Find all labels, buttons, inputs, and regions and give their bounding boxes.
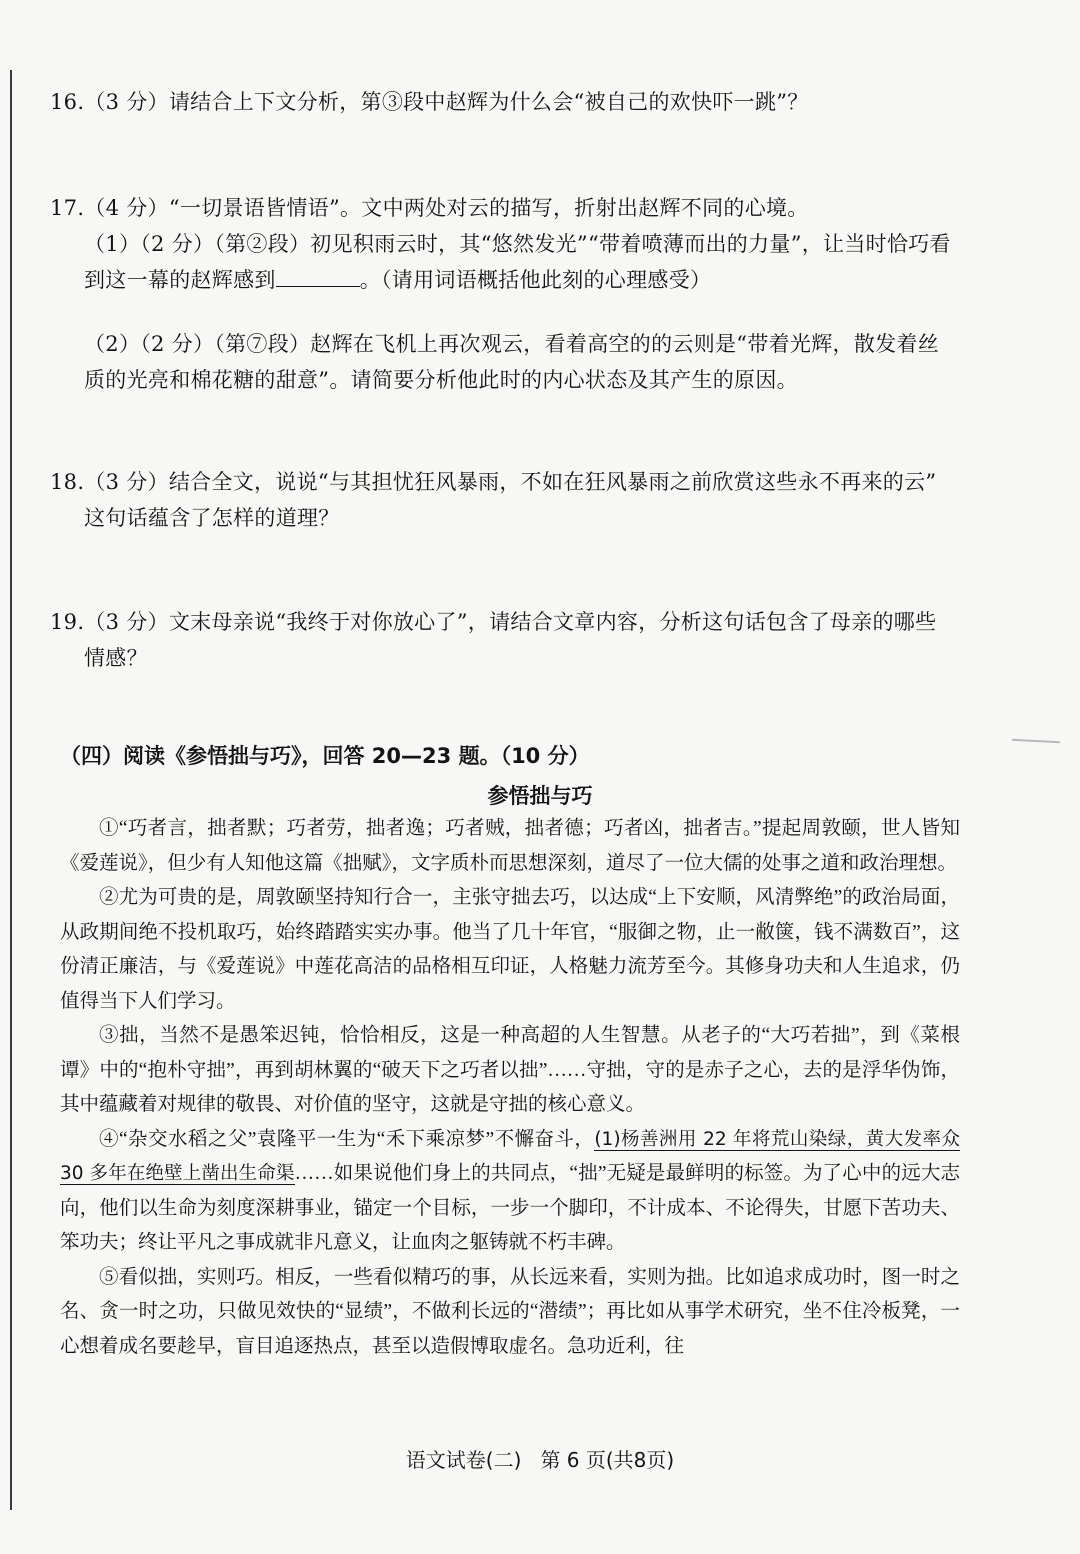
question-16 [50, 84, 960, 120]
question-17-sub2 [50, 326, 960, 398]
question-17-sub1-prefix: 到这一幕的赵辉感到 [84, 268, 276, 292]
question-19 [50, 604, 960, 676]
question-17-sub1-line1: （1）（2 分）（第②段）初见积雨云时，其“悠然发光”“带着喷薄而出的力量”，让当时恰巧看 [84, 232, 951, 256]
article-paragraph-5: ⑤看似拙，实则巧。相反，一些看似精巧的事，从长远来看，实则为拙。比如追求成功时，图一时之名、贪一时之功，只做见效快的“显绩”，不做利长远的“潜绩”；再比如从事学术研究，坐不住冷板凳，一心想着成名要趁早，盲目追逐热点，甚至以造假博取虚名。急功近利，往 [60, 1266, 960, 1357]
section-heading: （四）阅读《参悟拙与巧》，回答 20—23 题。（10 分） [60, 744, 590, 768]
article-paragraph-4-end: ……如果说他们身上的共同点，“拙”无疑是最鲜明的标签。为了心中的远大志向，他们以生命为刻度深耕事业，锚定一个目标，一步一个脚印，不计成本、不论得失，甘愿下苦功夫、笨功夫；终让平凡之事成就非凡意义，让血肉之躯铸就不朽丰碑。 [60, 1163, 960, 1253]
question-17-sub2-line2: 质的光亮和棉花糖的甜意”。请简要分析他此时的内心状态及其产生的原因。 [84, 368, 798, 392]
question-17-sub1-line2 [50, 262, 960, 298]
question-18 [50, 464, 960, 536]
question-19-line2: 情感？ [84, 646, 148, 670]
article-paragraph-2: ②尤为可贵的是，周敦颐坚持知行合一，主张守拙去巧，以达成“上下安顺，风清弊绝”的政治局面，从政期间绝不投机取巧，始终踏踏实实办事。他当了几十年官，“服御之物，止一敝箧，钱不满数百”，这份清正廉洁，与《爱莲说》中莲花高洁的品格相互印证，人格魅力流芳至今。其修身功夫和人生追求，仍值得当下人们学习。 [60, 887, 960, 1012]
article-paragraph-4-start: ④“杂交水稻之父”袁隆平一生为“禾下乘凉梦”不懈奋斗， [99, 1128, 595, 1150]
page-footer: 语文试卷(二) 第 6 页(共8页) [405, 1448, 675, 1472]
answer-blank[interactable] [276, 264, 360, 287]
article-title: 参悟拙与巧 [487, 784, 593, 808]
question-16-text: 16.（3 分）请结合上下文分析，第③段中赵辉为什么会“被自己的欢快吓一跳”？ [50, 90, 809, 114]
article-paragraph-4 [60, 1123, 960, 1261]
scan-stray-mark [1012, 739, 1060, 744]
question-18-line2: 这句话蕴含了怎样的道理？ [84, 506, 340, 530]
article-body [60, 812, 960, 1364]
question-17 [50, 190, 960, 298]
question-17-stem: 17.（4 分）“一切景语皆情语”。文中两处对云的描写，折射出赵辉不同的心境。 [50, 196, 809, 220]
question-17-sub1-suffix: 。（请用词语概括他此刻的心理感受） [359, 268, 712, 292]
question-18-line1: 18.（3 分）结合全文，说说“与其担忧狂风暴雨，不如在狂风暴雨之前欣赏这些永不再来的云” [50, 470, 937, 494]
article-paragraph-3: ③拙，当然不是愚笨迟钝，恰恰相反，这是一种高超的人生智慧。从老子的“大巧若拙”，到《菜根谭》中的“抱朴守拙”，再到胡林翼的“破天下之巧者以拙”……守拙，守的是赤子之心，去的是浮华伪饰，其中蕴藏着对规律的敬畏、对价值的坚守，这就是守拙的核心意义。 [60, 1025, 960, 1115]
underlined-sentence-1: (1)杨善洲用 22 年将荒山染绿，黄大发率众 30 多年在绝壁上凿出生命渠 [60, 1128, 960, 1184]
question-17-sub2-line1: （2）（2 分）（第⑦段）赵辉在飞机上再次观云，看着高空的的云则是“带着光辉，散发着丝 [84, 332, 940, 356]
article-paragraph-1: ①“巧者言，拙者默；巧者劳，拙者逸；巧者贼，拙者德；巧者凶，拙者吉。”提起周敦颐，世人皆知《爱莲说》，但少有人知他这篇《拙赋》，文字质朴而思想深刻，道尽了一位大儒的处事之道和政治理想。 [60, 818, 960, 874]
question-19-line1: 19.（3 分）文末母亲说“我终于对你放心了”，请结合文章内容，分析这句话包含了母亲的哪些 [50, 610, 937, 634]
